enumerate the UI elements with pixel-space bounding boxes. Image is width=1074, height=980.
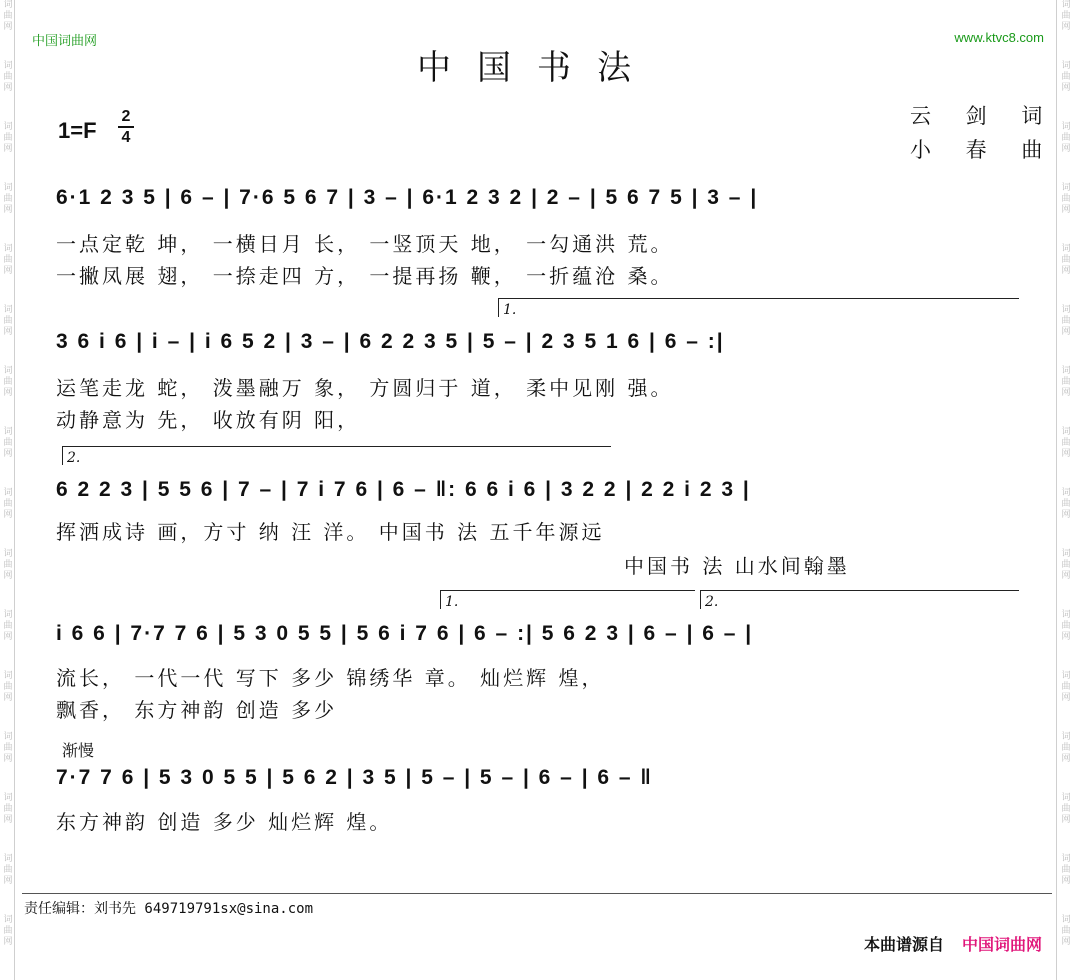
rail-watermark-text: 词 曲 网 [1061,183,1071,215]
volta-label: 1. [445,594,459,610]
editor-credit: 责任编辑：刘书先 649719791sx@sina.com [24,901,314,917]
rail-watermark-text: 词 曲 网 [3,244,13,276]
right-watermark-rail [1058,0,1074,980]
rail-watermark-text: 词 曲 网 [1061,732,1071,764]
rail-watermark-text: 词 曲 网 [1061,854,1071,886]
tempo-marking: 渐慢 [62,741,95,760]
volta-label: 2. [705,594,719,610]
volta-label: 2. [67,450,81,466]
rail-watermark-text: 词 曲 网 [1061,488,1071,520]
rail-watermark-text: 词 曲 网 [1061,0,1071,32]
rail-watermark-text: 词 曲 网 [3,61,13,93]
rail-watermark-text: 词 曲 网 [3,915,13,947]
rail-watermark-text: 词 曲 网 [3,366,13,398]
rail-watermark-text: 词 曲 网 [3,122,13,154]
volta-label: 1. [503,302,517,318]
rail-watermark-text: 词 曲 网 [1061,671,1071,703]
score-line-5: 7·7 7 6 | 5 3 0 5 5 | 5 6 2 | 3 5 | 5 – | 5 – | 6 – | 6 – ‖ [56,766,653,789]
rail-watermark-text: 词 曲 网 [1061,305,1071,337]
rail-watermark-text: 词 曲 网 [1061,915,1071,947]
rail-watermark-text: 词 曲 网 [3,488,13,520]
rail-watermark-text: 词 曲 网 [1061,244,1071,276]
site-watermark-right: www.ktvc8.com [954,30,1044,45]
song-title: 中国书法 [417,48,657,88]
rail-watermark-text: 词 曲 网 [1061,366,1071,398]
left-watermark-rail [0,0,16,980]
time-signature-bottom: 4 [121,129,131,146]
rail-watermark-text: 词 曲 网 [1061,61,1071,93]
score-line-2: 3 6 i 6 | i – | i 6 5 2 | 3 – | 6 2 2 3 5 | 5 – | 2 3 5 1 6 | 6 – :| [56,330,725,353]
lyrics-line-1a: 一点定乾 坤， 一横日月 长， 一竖顶天 地， 一勾通洪 荒。 [56,232,674,256]
rail-watermark-text: 词 曲 网 [3,183,13,215]
rail-watermark-text: 词 曲 网 [3,732,13,764]
lyricist-credit: 云 剑 词 [910,104,1057,128]
lyrics-line-3a: 挥洒成诗 画，方寸 纳 汪 洋。 中国书 法 五千年源远 [56,520,605,544]
rail-watermark-text: 词 曲 网 [3,671,13,703]
score-line-3: 6 2 2 3 | 5 5 6 | 7 – | 7 i 7 6 | 6 – ‖: 6 6 i 6 | 3 2 2 | 2 2 i 2 3 | [56,478,751,501]
lyrics-line-4b: 飘香， 东方神韵 创造 多少 [56,698,338,722]
first-ending-bracket [498,298,1019,317]
source-site-link[interactable]: 中国词曲网 [961,935,1042,954]
rail-watermark-text: 词 曲 网 [3,854,13,886]
time-signature [118,108,134,146]
rail-watermark-text: 词 曲 网 [3,427,13,459]
rail-watermark-text: 词 曲 网 [3,549,13,581]
lyrics-line-2b: 动静意为 先， 收放有阴 阳， [56,408,361,432]
rail-watermark-text: 词 曲 网 [1061,427,1071,459]
rail-watermark-text: 词 曲 网 [3,610,13,642]
first-ending-bracket-2 [440,590,695,609]
rail-watermark-text: 词 曲 网 [1061,549,1071,581]
rail-watermark-text: 词 曲 网 [1061,793,1071,825]
rail-watermark-text: 词 曲 网 [3,0,13,32]
lyrics-line-1b: 一撇凤展 翅， 一捺走四 方， 一提再扬 鞭， 一折蕴沧 桑。 [56,264,674,288]
rail-watermark-text: 词 曲 网 [1061,610,1071,642]
source-prefix: 本曲谱源自 [863,935,944,954]
score-line-4: i 6 6 | 7·7 7 6 | 5 3 0 5 5 | 5 6 i 7 6 | 6 – :| 5 6 2 3 | 6 – | 6 – | [56,622,754,645]
rail-watermark-text: 词 曲 网 [3,793,13,825]
lyrics-line-5: 东方神韵 创造 多少 灿烂辉 煌。 [56,810,393,834]
time-signature-top: 2 [121,108,131,125]
lyrics-line-3b: 中国书 法 山水间翰墨 [624,554,850,578]
lyrics-line-4a: 流长， 一代一代 写下 多少 锦绣华 章。 灿烂辉 煌， [56,666,605,690]
rail-watermark-text: 词 曲 网 [3,305,13,337]
second-ending-bracket-2 [700,590,1019,609]
key-signature: 1=F [58,118,97,143]
second-ending-bracket [62,446,611,465]
score-line-1: 6·1 2 3 5 | 6 – | 7·6 5 6 7 | 3 – | 6·1 2 3 2 | 2 – | 5 6 7 5 | 3 – | [56,186,759,209]
rail-watermark-text: 词 曲 网 [1061,122,1071,154]
source-credit [864,932,1042,955]
lyrics-line-2a: 运笔走龙 蛇， 泼墨融万 象， 方圆归于 道， 柔中见刚 强。 [56,376,674,400]
site-watermark-left: 中国词曲网 [32,34,98,49]
composer-credit: 小 春 曲 [910,138,1057,162]
footer-divider [22,893,1052,894]
